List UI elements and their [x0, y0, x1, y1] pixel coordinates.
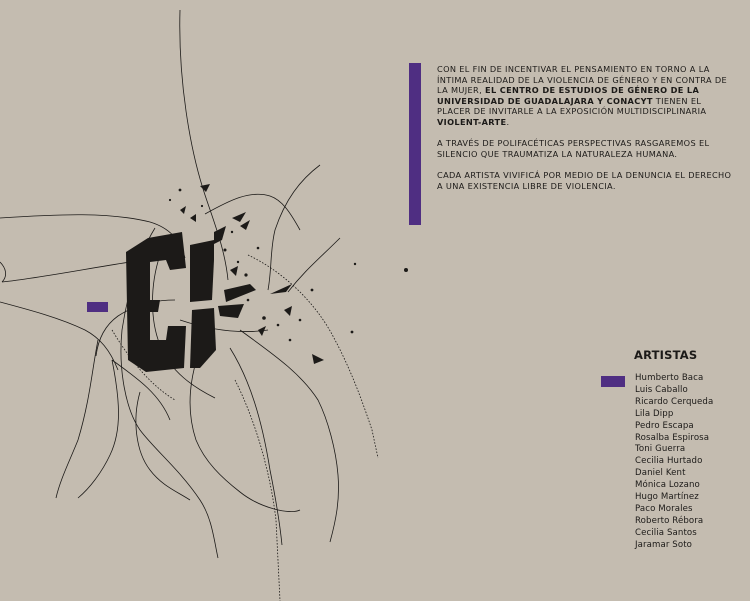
artist-name: Daniel Kent [635, 468, 686, 479]
glyph-shape [232, 212, 246, 222]
intro-paragraph-2: A TRAVÉS DE POLIFACÉTICAS PERSPECTIVAS RASGAREMOS EL SILENCIO QUE TRAUMATIZA LA NATURALEZA HUMANA. [437, 138, 710, 159]
tangle-line [230, 348, 282, 545]
accent-bar-intro [409, 63, 421, 225]
glyph-shape [180, 206, 186, 214]
artist-name: Roberto Rébora [635, 515, 704, 526]
artists-heading: ARTISTAS [634, 348, 698, 362]
tangle-line [240, 330, 339, 542]
intro-paragraph-3: CADA ARTISTA VIVIFICÁ POR MEDIO DE LA DENUNCIA EL DERECHO A UNA EXISTENCIA LIBRE DE VIOLENCIA. [437, 169, 732, 191]
artist-name: Toni Guerra [635, 444, 686, 455]
artist-name: Paco Morales [635, 503, 693, 514]
accent-bar-artists [601, 376, 625, 387]
glyph-shape [218, 304, 244, 318]
artist-name: Rosalba Espirosa [635, 432, 710, 443]
intro-paragraph-1: CON EL FIN DE INCENTIVAR EL PENSAMIENTO EN TORNO A LA ÍNTIMA REALIDAD DE LA VIOLENCIA DE GÉNERO Y EN CONTRA DE LA MUJER, EL CENTRO DE ESTUDIOS DE GÉNERO DE LA UNIVERSIDAD DE GUADALAJARA Y CONACYT TIENEN EL PLACER DE INVITARLE A LA EXPOSICIÓN MULTIDISCIPLINARIA VIOLENT-ARTE. [437, 64, 728, 127]
intro-text [437, 64, 737, 202]
artist-name: Hugo Martínez [635, 492, 699, 503]
tangle-line [205, 194, 300, 230]
artist-name: Luis Caballo [635, 384, 688, 395]
glyph-shape [270, 284, 292, 294]
tangle-line [0, 302, 118, 370]
tangle-line [288, 238, 340, 292]
glyph-shape [126, 232, 186, 372]
glyph-shape [190, 240, 214, 302]
artist-name: Mónica Lozano [635, 480, 700, 491]
artist-name: Cecilia Hurtado [635, 456, 703, 467]
artists-list [635, 373, 713, 552]
glyph-shape [190, 308, 216, 368]
tangle-line [0, 262, 130, 282]
artist-name: Ricardo Cerqueda [635, 396, 714, 407]
artist-name: Lila Dipp [635, 408, 674, 419]
glyph-shape [224, 284, 256, 302]
artist-name: Cecilia Santos [635, 527, 697, 538]
artist-name: Pedro Escapa [635, 420, 694, 431]
accent-bar-left [87, 302, 108, 312]
tangle-line [136, 392, 190, 500]
tangle-line [56, 340, 98, 498]
tangle-line [190, 355, 300, 512]
artist-name: Jaramar Soto [635, 539, 693, 550]
artist-name: Humberto Baca [635, 373, 704, 383]
